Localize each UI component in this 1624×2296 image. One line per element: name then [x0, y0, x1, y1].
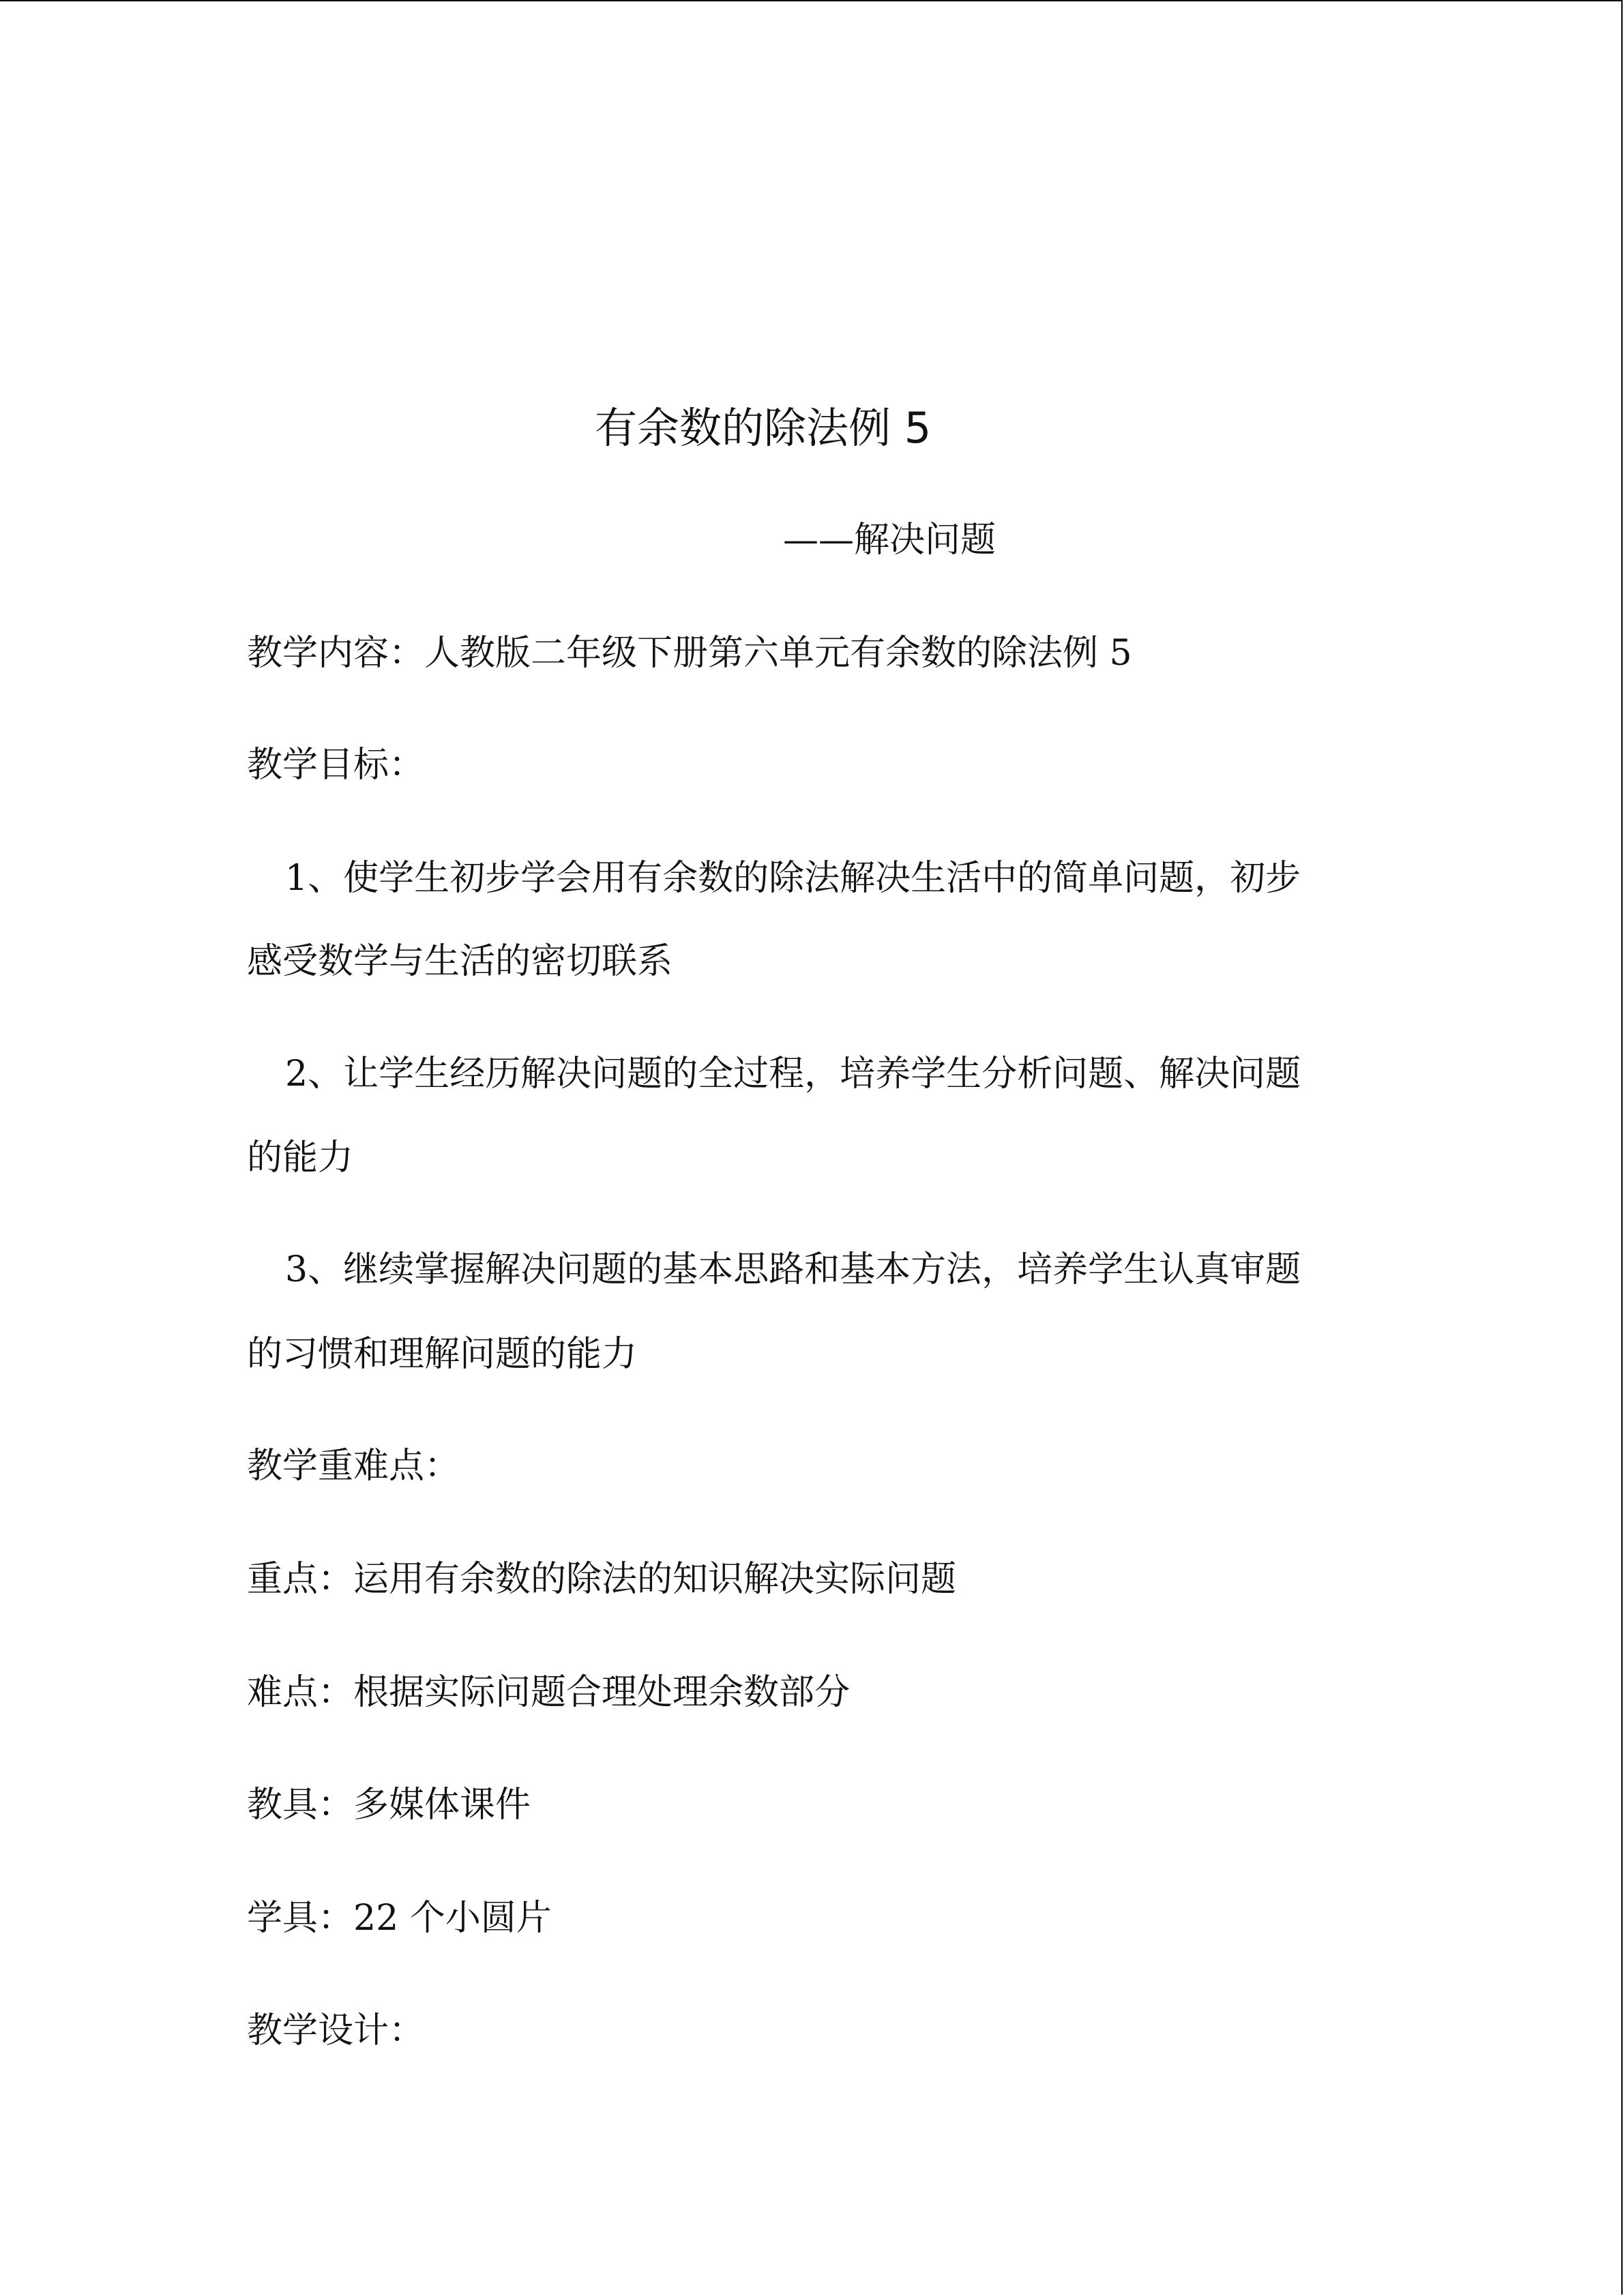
objective-2-line-1: 2、让学生经历解决问题的全过程，培养学生分析问题、解决问题 [285, 1054, 1301, 1094]
teaching-content-line: 教学内容：人教版二年级下册第六单元有余数的除法例 5 [247, 633, 1132, 674]
objective-3-line-2: 的习惯和理解问题的能力 [247, 1334, 638, 1375]
objective-2-line-2: 的能力 [247, 1137, 354, 1178]
design-heading: 教学设计： [247, 2010, 425, 2051]
objective-1-line-1: 1、使学生初步学会用有余数的除法解决生活中的简单问题，初步 [285, 858, 1301, 899]
objective-3-line-1: 3、继续掌握解决问题的基本思路和基本方法，培养学生认真审题 [285, 1249, 1301, 1290]
key-point-line: 重点：运用有余数的除法的知识解决实际问题 [247, 1559, 957, 1600]
objectives-heading: 教学目标： [247, 745, 425, 786]
key-difficult-heading: 教学重难点： [247, 1446, 460, 1487]
objective-1-line-2: 感受数学与生活的密切联系 [247, 941, 673, 982]
document-subtitle: ——解决问题 [783, 520, 996, 561]
teaching-aids-line: 教具：多媒体课件 [247, 1785, 531, 1825]
student-aids-line: 学具：22 个小圆片 [247, 1898, 552, 1939]
document-title: 有余数的除法例 5 [595, 403, 932, 453]
difficult-point-line: 难点：根据实际问题合理处理余数部分 [247, 1672, 851, 1713]
